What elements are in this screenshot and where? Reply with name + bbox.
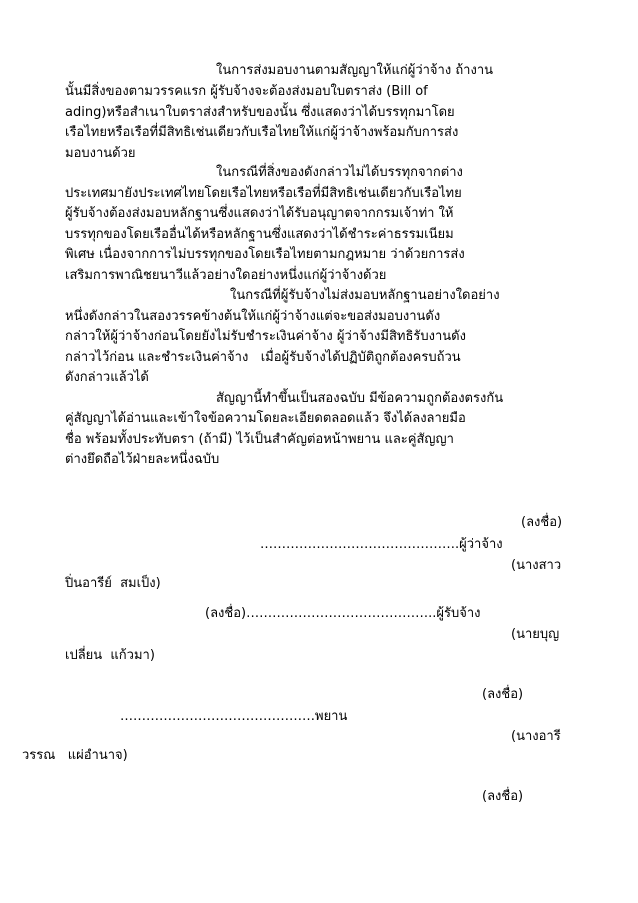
paragraph-1-line-4: เรือไทยหรือเรือที่มีสิทธิเช่นเดียวกับเรือไทยให้แก่ผู้ว่าจ้างพร้อมกับการส่ง xyxy=(65,125,459,140)
paragraph-3-line-1: ในกรณีที่ผู้รับจ้างไม่ส่งมอบหลักฐานอย่างใดอย่าง xyxy=(230,288,500,303)
paragraph-4-line-2: คู่สัญญาได้อ่านและเข้าใจข้อความโดยละเอียดตลอดแล้ว จึงได้ลงลายมือ xyxy=(65,411,466,426)
paragraph-1-line-3: ading)หรือสำเนาใบตราส่งสำหรับของนั้น ซึ่งแสดงว่าได้บรรทุกมาโดย xyxy=(65,105,455,120)
paragraph-2-line-1: ในกรณีที่สิ่งของดังกล่าวไม่ได้บรรทุกจากต่าง xyxy=(216,165,463,180)
signature-3-label: (ลงชื่อ) xyxy=(482,687,524,702)
signature-1-line: ……………………………………….ผู้ว่าจ้าง xyxy=(260,537,503,552)
paragraph-2-line-4: บรรทุกของโดยเรืออื่นได้หรือหลักฐานซึ่งแสดงว่าได้ชำระค่าธรรมเนียม xyxy=(65,227,454,242)
paragraph-2-line-2: ประเทศมายังประเทศไทยโดยเรือไทยหรือเรือที่มีสิทธิเช่นเดียวกับเรือไทย xyxy=(65,186,462,201)
paragraph-3-line-4: กล่าวไว้ก่อน และชำระเงินค่าจ้าง เมื่อผู้รับจ้างได้ปฏิบัติถูกต้องครบถ้วน xyxy=(65,350,461,365)
paragraph-4-line-3: ชื่อ พร้อมทั้งประทับตรา (ถ้ามี) ไว้เป็นสำคัญต่อหน้าพยาน และคู่สัญญา xyxy=(65,432,454,447)
paragraph-4-line-4: ต่างยึดถือไว้ฝ่ายละหนึ่งฉบับ xyxy=(65,452,220,467)
signature-2-name-part-1: (นายบุญ xyxy=(511,627,560,642)
signature-3-line: ………………………………………พยาน xyxy=(120,709,348,724)
paragraph-2-line-6: เสริมการพาณิชยนาวีแล้วอย่างใดอย่างหนึ่งแก่ผู้ว่าจ้างด้วย xyxy=(65,268,387,283)
paragraph-1-line-5: มอบงานด้วย xyxy=(65,146,136,161)
signature-1-label: (ลงชื่อ) xyxy=(521,515,563,530)
paragraph-1-line-2: นั้นมีสิ่งของตามวรรคแรก ผู้รับจ้างจะต้องส่งมอบใบตราส่ง (Bill of xyxy=(65,84,428,99)
signature-4-label: (ลงชื่อ) xyxy=(482,789,524,804)
signature-2-line: (ลงชื่อ)……………………………………..ผู้รับจ้าง xyxy=(205,606,481,621)
signature-3-name-part-2: วรรณ แผ่อำนาจ) xyxy=(22,748,128,763)
paragraph-1-line-1: ในการส่งมอบงานตามสัญญาให้แก่ผู้ว่าจ้าง ถ้างาน xyxy=(216,63,494,78)
signature-1-name-part-1: (นางสาว xyxy=(511,558,562,573)
paragraph-3-line-2: หนึ่งดังกล่าวในสองวรรคข้างต้นให้แก่ผู้ว่าจ้างแต่จะขอส่งมอบงานดัง xyxy=(65,309,441,324)
signature-1-name-part-2: ปิ่นอารีย์ สมเป็ง) xyxy=(65,576,161,591)
paragraph-4-line-1: สัญญานี้ทำขึ้นเป็นสองฉบับ มีข้อความถูกต้องตรงกัน xyxy=(216,391,504,406)
signature-3-name-part-1: (นางอารี xyxy=(511,729,561,744)
signature-2-name-part-2: เปลี่ยน แก้วมา) xyxy=(65,648,155,663)
paragraph-2-line-3: ผู้รับจ้างต้องส่งมอบหลักฐานซึ่งแสดงว่าได้รับอนุญาตจากกรมเจ้าท่า ให้ xyxy=(65,206,454,221)
paragraph-2-line-5: พิเศษ เนื่องจากการไม่บรรทุกของโดยเรือไทยตามกฎหมาย ว่าด้วยการส่ง xyxy=(65,247,465,262)
paragraph-3-line-5: ดังกล่าวแล้วได้ xyxy=(65,370,149,385)
paragraph-3-line-3: กล่าวให้ผู้ว่าจ้างก่อนโดยยังไม่รับชำระเงินค่าจ้าง ผู้ว่าจ้างมีสิทธิรับงานดัง xyxy=(65,329,466,344)
